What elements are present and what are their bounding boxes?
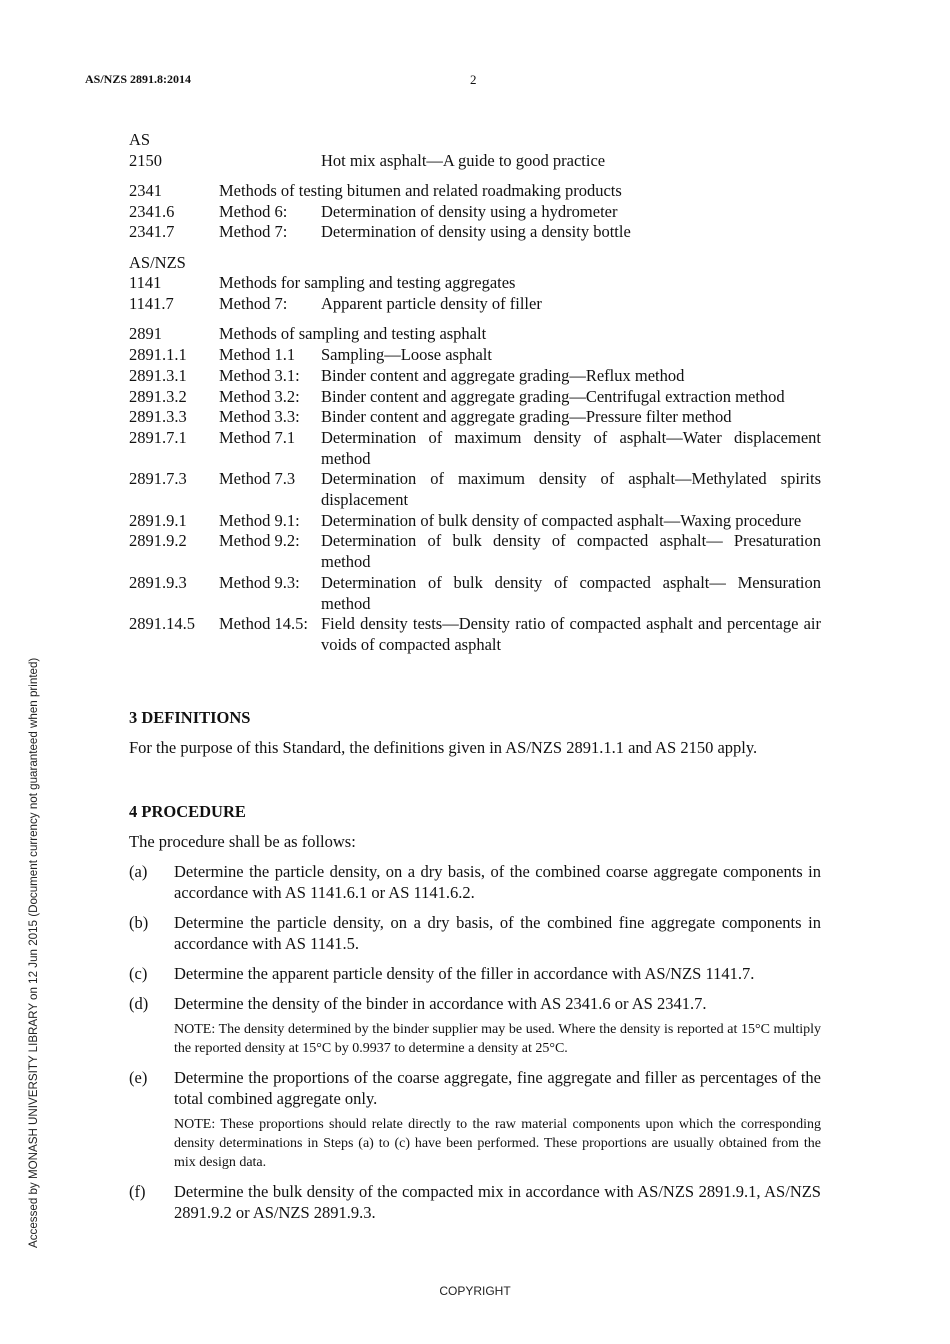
item-text: Determine the density of the binder in accordance with AS 2341.6 or AS 2341.7. (174, 994, 707, 1013)
list-item (129, 1181, 821, 1223)
ref-method: Method 3.1: (219, 365, 300, 385)
ref-title: Determination of bulk density of compacted asphalt—Waxing procedure (321, 510, 802, 530)
definitions-text: For the purpose of this Standard, the definitions given in AS/NZS 2891.1.1 and AS 2150 apply. (129, 738, 758, 757)
item-text: Determine the apparent particle density of the filler in accordance with AS/NZS 1141.7. (174, 964, 755, 983)
ref-title: Determination of density using a hydrometer (321, 201, 618, 221)
ref-method: Method 3.3: (219, 407, 300, 427)
ref-row (129, 469, 821, 510)
ref-row (129, 614, 821, 655)
ref-title: Field density tests—Density ratio of compacted asphalt and percentage air voids of compacted asphalt (321, 614, 821, 654)
ref-title: Binder content and aggregate grading—Pressure filter method (321, 407, 732, 427)
ref-number: 2150 (129, 150, 162, 170)
page-number: 2 (470, 72, 477, 87)
ref-title: Determination of density using a density bottle (321, 222, 631, 242)
ref-title: Determination of bulk density of compacted asphalt— Presaturation method (321, 531, 821, 572)
definitions-heading: 3 DEFINITIONS (129, 708, 251, 727)
ref-number: 2891.3.3 (129, 407, 187, 427)
ref-number: 2891.14.5 (129, 614, 195, 634)
item-text: Determine the particle density, on a dry basis, of the combined coarse aggregate components in accordance with AS 1141.6.1 or AS 1141.6.2. (174, 862, 821, 902)
list-item (129, 1067, 821, 1172)
ref-number: 2891.9.2 (129, 531, 187, 551)
list-item (129, 912, 821, 954)
ref-method: Method 7.1 (219, 427, 296, 447)
ref-title: Binder content and aggregate grading—Reflux method (321, 365, 685, 385)
ref-row (129, 294, 821, 315)
access-watermark: Accessed by MONASH UNIVERSITY LIBRARY on 12 Jun 2015 (Document currency not guaranteed when printed) (27, 657, 40, 1248)
ref-row (129, 531, 821, 572)
ref-method: Method 9.2: (219, 531, 300, 551)
group-label-as: AS (129, 130, 151, 149)
ref-number: 2341.6 (129, 201, 175, 221)
item-label: (a) (129, 862, 148, 881)
item-label: (d) (129, 994, 149, 1013)
ref-title: Binder content and aggregate grading—Centrifugal extraction method (321, 386, 785, 406)
ref-number: 2891.7.3 (129, 469, 187, 489)
ref-method: Method 7: (219, 294, 288, 314)
definitions-section (129, 707, 821, 758)
ref-title: Sampling—Loose asphalt (321, 345, 492, 365)
ref-method: Method 6: (219, 201, 288, 221)
ref-number: 2341.7 (129, 222, 175, 242)
ref-method: Method 7: (219, 222, 288, 242)
ref-title: Determination of maximum density of asphalt—Methylated spirits displacement (321, 469, 821, 510)
ref-row (129, 366, 821, 387)
item-note: NOTE: The density determined by the binder supplier may be used. Where the density is reported at 15°C multiply the reported density at 15°C by 0.9937 to determine a density at 25°C. (174, 1022, 821, 1056)
ref-title: Methods of testing bitumen and related roadmaking products (219, 181, 622, 200)
ref-method: Method 1.1 (219, 345, 296, 365)
group-label-asnzs: AS/NZS (129, 252, 186, 272)
ref-number: 2891.9.1 (129, 510, 187, 530)
item-label: (f) (129, 1182, 146, 1201)
item-label: (b) (129, 913, 149, 932)
ref-row (129, 428, 821, 469)
ref-title: Methods for sampling and testing aggregates (219, 273, 516, 293)
ref-title: Apparent particle density of filler (321, 294, 542, 314)
item-label: (c) (129, 964, 148, 983)
list-item (129, 861, 821, 903)
ref-number: 1141.7 (129, 294, 174, 314)
copyright-footer: COPYRIGHT (439, 1284, 511, 1298)
ref-method: Method 3.2: (219, 386, 300, 406)
item-text: Determine the particle density, on a dry basis, of the combined fine aggregate components in accordance with AS 1141.5. (174, 913, 821, 953)
ref-row (129, 345, 821, 366)
ref-number: 2891.3.2 (129, 386, 187, 406)
procedure-heading: 4 PROCEDURE (129, 802, 246, 821)
ref-title: Methods of sampling and testing asphalt (219, 324, 487, 344)
ref-row (129, 273, 821, 294)
procedure-section (129, 801, 821, 1223)
ref-row (129, 202, 821, 223)
list-item (129, 963, 821, 984)
item-text: Determine the proportions of the coarse aggregate, fine aggregate and filler as percentages of the total combined aggregate only. (174, 1068, 821, 1108)
ref-method: Method 7.3 (219, 469, 296, 489)
ref-method: Method 9.1: (219, 510, 300, 530)
item-label: (e) (129, 1068, 148, 1087)
ref-number: 2891.7.1 (129, 427, 187, 447)
item-text: Determine the bulk density of the compacted mix in accordance with AS/NZS 2891.9.1, AS/NZS 2891.9.2 or AS/NZS 2891.9.3. (174, 1182, 821, 1222)
referenced-documents (129, 130, 821, 656)
item-note: NOTE: These proportions should relate directly to the raw material components upon which the corresponding density determinations in Steps (a) to (c) have been performed. These proportions are usually obtained from the mix design data. (174, 1117, 821, 1170)
ref-title: Determination of bulk density of compacted asphalt— Mensuration method (321, 572, 821, 613)
ref-row (129, 387, 821, 408)
standard-code: AS/NZS 2891.8:2014 (85, 72, 192, 86)
list-item (129, 993, 821, 1058)
ref-method (219, 151, 321, 172)
ref-method: Method 9.3: (219, 572, 300, 592)
ref-row (129, 324, 821, 345)
ref-row (129, 181, 821, 202)
ref-row (129, 222, 821, 243)
ref-row (129, 573, 821, 614)
ref-method: Method 14.5: (219, 614, 308, 634)
ref-title: Hot mix asphalt—A guide to good practice (321, 150, 606, 170)
ref-row (129, 511, 821, 532)
ref-number: 1141 (129, 273, 162, 293)
ref-number: 2891.9.3 (129, 572, 187, 592)
ref-row (129, 151, 821, 172)
ref-number: 2341 (129, 181, 162, 200)
procedure-intro: The procedure shall be as follows: (129, 832, 356, 851)
ref-row (129, 407, 821, 428)
ref-title: Determination of maximum density of asphalt—Water displacement method (321, 427, 821, 468)
ref-number: 2891.1.1 (129, 345, 187, 365)
ref-number: 2891 (129, 324, 162, 344)
ref-number: 2891.3.1 (129, 365, 187, 385)
